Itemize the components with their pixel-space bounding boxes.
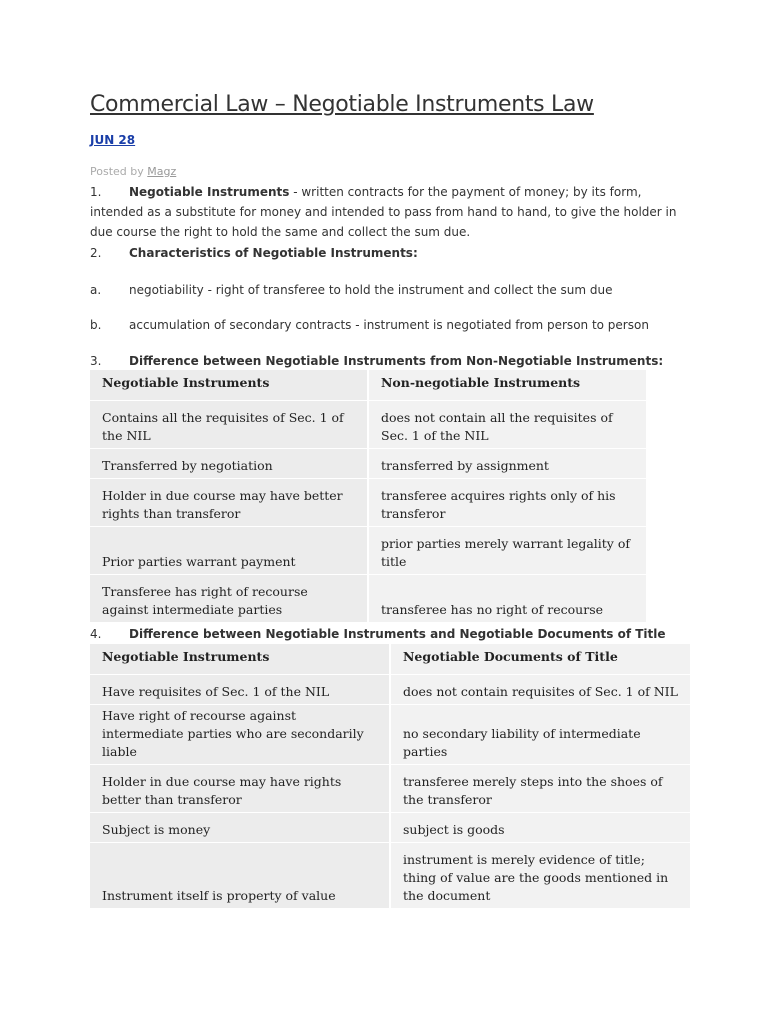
table-row (90, 448, 646, 478)
table-cell: no secondary liability of intermediate parties (390, 704, 690, 764)
table-cell: transferred by assignment (368, 448, 646, 478)
item-2b-letter: b. (90, 318, 102, 332)
table-row (90, 674, 690, 704)
table-cell: instrument is merely evidence of title; thing of value are the goods mentioned in the document (390, 842, 690, 908)
table-cell: Instrument itself is property of value (90, 842, 390, 908)
item-4-heading-text: Difference between Negotiable Instruments and Negotiable Documents of Title (129, 627, 666, 641)
table-cell: Transferee has right of recourse against intermediate parties (90, 574, 368, 622)
table-header-cell: Negotiable Documents of Title (390, 644, 690, 674)
posted-by-line (90, 165, 176, 178)
table-cell: Have right of recourse against intermediate parties who are secondarily liable (90, 704, 390, 764)
table-cell: does not contain all the requisites of Sec. 1 of the NIL (368, 400, 646, 448)
item-2a-letter: a. (90, 283, 102, 297)
item-1-term: Negotiable Instruments (129, 185, 290, 199)
table-cell: Prior parties warrant payment (90, 526, 368, 574)
item-3-heading-text: Difference between Negotiable Instruments from Non-Negotiable Instruments: (129, 354, 664, 368)
table-cell: transferee merely steps into the shoes of the transferor (390, 764, 690, 812)
table-row (90, 842, 690, 908)
table-row (90, 764, 690, 812)
table-header-cell: Non-negotiable Instruments (368, 370, 646, 400)
item-2-heading (90, 243, 690, 263)
item-2a-text: negotiability - right of transferee to hold the instrument and collect the sum due (129, 283, 613, 297)
table-header-row (90, 644, 690, 674)
post-date-link[interactable]: JUN 28 (90, 133, 136, 147)
table-cell: Contains all the requisites of Sec. 1 of the NIL (90, 400, 368, 448)
table-row (90, 478, 646, 526)
item-4-heading (90, 624, 730, 644)
table-row (90, 574, 646, 622)
table-cell: Subject is money (90, 812, 390, 842)
table-header-cell: Negotiable Instruments (90, 370, 368, 400)
table-row (90, 704, 690, 764)
table-cell: Have requisites of Sec. 1 of the NIL (90, 674, 390, 704)
table-row (90, 400, 646, 448)
item-1-paragraph (90, 182, 690, 242)
table-cell: does not contain requisites of Sec. 1 of NIL (390, 674, 690, 704)
item-3-number: 3. (90, 354, 102, 368)
item-2-heading-text: Characteristics of Negotiable Instruments: (129, 246, 418, 260)
negotiable-vs-non-negotiable-table (90, 370, 646, 623)
item-1-definition: - written contracts for the payment of money; by its form, intended as a substitute for money and intended to pass from hand to hand, to give the holder in due course the right to hold the same and collect the sum due. (90, 185, 677, 239)
posted-by-label: Posted by (90, 165, 148, 178)
table-cell: prior parties merely warrant legality of title (368, 526, 646, 574)
item-2a-paragraph (90, 280, 690, 300)
negotiable-vs-documents-of-title-table (90, 644, 690, 909)
item-1-number: 1. (90, 185, 102, 199)
item-3-heading (90, 351, 730, 371)
table-row (90, 812, 690, 842)
table-cell: Holder in due course may have rights better than transferor (90, 764, 390, 812)
item-4-number: 4. (90, 627, 102, 641)
item-2-number: 2. (90, 246, 102, 260)
table-header-row (90, 370, 646, 400)
table-cell: Holder in due course may have better rights than transferor (90, 478, 368, 526)
item-2b-text: accumulation of secondary contracts - instrument is negotiated from person to person (129, 318, 649, 332)
table-cell: Transferred by negotiation (90, 448, 368, 478)
table-row (90, 526, 646, 574)
article-title: Commercial Law – Negotiable Instruments Law (90, 92, 594, 117)
table-cell: transferee acquires rights only of his transferor (368, 478, 646, 526)
table-cell: transferee has no right of recourse (368, 574, 646, 622)
table-header-cell: Negotiable Instruments (90, 644, 390, 674)
item-2b-paragraph (90, 315, 690, 335)
table-cell: subject is goods (390, 812, 690, 842)
author-link[interactable]: Magz (147, 165, 177, 178)
